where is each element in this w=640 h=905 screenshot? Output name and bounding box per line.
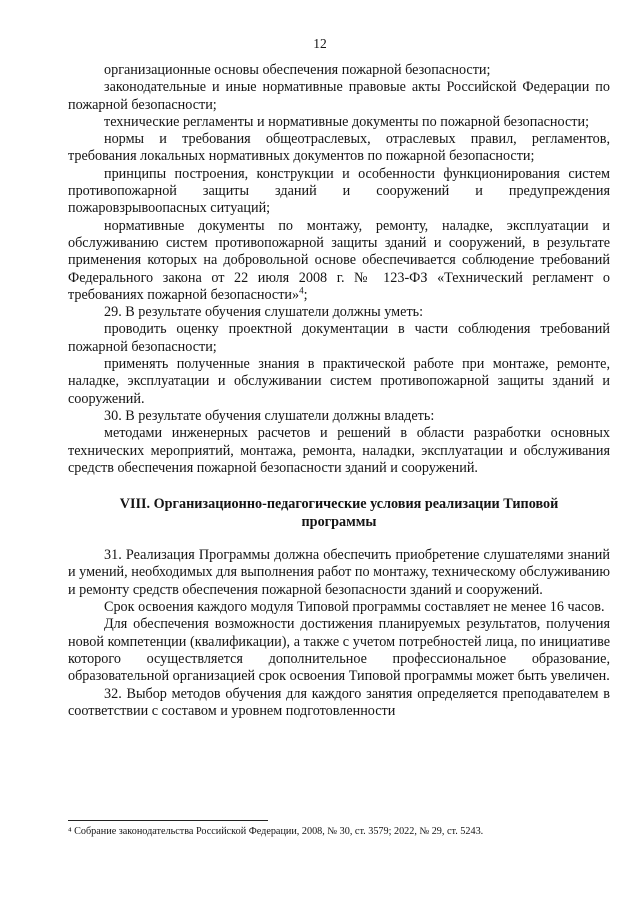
footnote-divider [68,820,268,821]
paragraph: Срок освоения каждого модуля Типовой программы составляет не менее 16 часов. [104,599,605,616]
paragraph: законодательные и иные нормативные правовые акты Российской Федерации по пожарной безопасности; [68,79,610,113]
footnote: ⁴ Собрание законодательства Российской Федерации, 2008, № 30, ст. 3579; 2022, № 29, ст. 5243. [68,826,484,837]
paragraph: применять полученные знания в практической работе при монтаже, ремонте, наладке, эксплуатации и обслуживании систем противопожарной защиты зданий и сооружений. [68,356,610,407]
paragraph-with-footnote: нормативные документы по монтажу, ремонту, наладке, эксплуатации и обслуживанию систем противопожарной защиты зданий и сооружений, в результате применения которых на добровольной основе обеспечивается соблюдение требований Федерального закона от 22 июля 2008 г. № 123-ФЗ «Технический регламент о требованиях пожарной безопасности»$^4$; [68,217,610,303]
paragraph: методами инженерных расчетов и решений в области разработки основных технических мероприятий, монтажа, ремонта, наладки, эксплуатации и обслуживания средств обеспечения пожарной безопасности зданий и сооружений. [68,425,610,476]
section-heading: VIII. Организационно-педагогические условия реализации Типовой программы [119,496,559,531]
paragraph: организационные основы обеспечения пожарной безопасности; [104,62,491,78]
page-number: 12 [313,36,327,51]
paragraph: 31. Реализация Программы должна обеспечить приобретение слушателями знаний и умений, необходимых для выполнения работ по монтажу, техническому обслуживанию и ремонту средств обеспечения пожарной безопасности зданий и сооружений. [68,547,610,598]
paragraph: технические регламенты и нормативные документы по пожарной безопасности; [104,113,590,130]
paragraph: нормы и требования общеотраслевых, отраслевых правил, регламентов, требования локальных нормативных документов по пожарной безопасности; [68,131,610,165]
paragraph: проводить оценку проектной документации в части соблюдения требований пожарной безопасности; [68,321,610,355]
paragraph-text: нормативные документы по монтажу, ремонту, наладке, эксплуатации и обслуживанию систем противопожарной защиты зданий и сооружений, в результате применения которых на добровольной основе обеспечивается соблюдение требований Федерального закона от 22 июля 2008 г. № 123-ФЗ «Технический регламент о требованиях пожарной безопасности» [68,217,610,303]
footnote-mark: 4 [299,285,304,296]
paragraph: 32. Выбор методов обучения для каждого занятия определяется преподавателем в соответствии с составом и уровнем подготовленности [68,685,610,719]
body-text [68,62,610,720]
paragraph: принципы построения, конструкции и особенности функционирования систем противопожарной защиты зданий и сооружений и предупреждения пожаровзрывоопасных ситуаций; [68,165,610,217]
paragraph: Для обеспечения возможности достижения планируемых результатов, получения новой компетенции (квалификации), а также с учетом потребностей лица, по инициативе которого осуществляется дополнительное профессиональное образование, образовательной организацией срок освоения Типовой программы может быть увеличен. [68,616,610,685]
paragraph: 30. В результате обучения слушатели должны владеть: [104,407,435,424]
paragraph: 29. В результате обучения слушатели должны уметь: [104,304,424,321]
